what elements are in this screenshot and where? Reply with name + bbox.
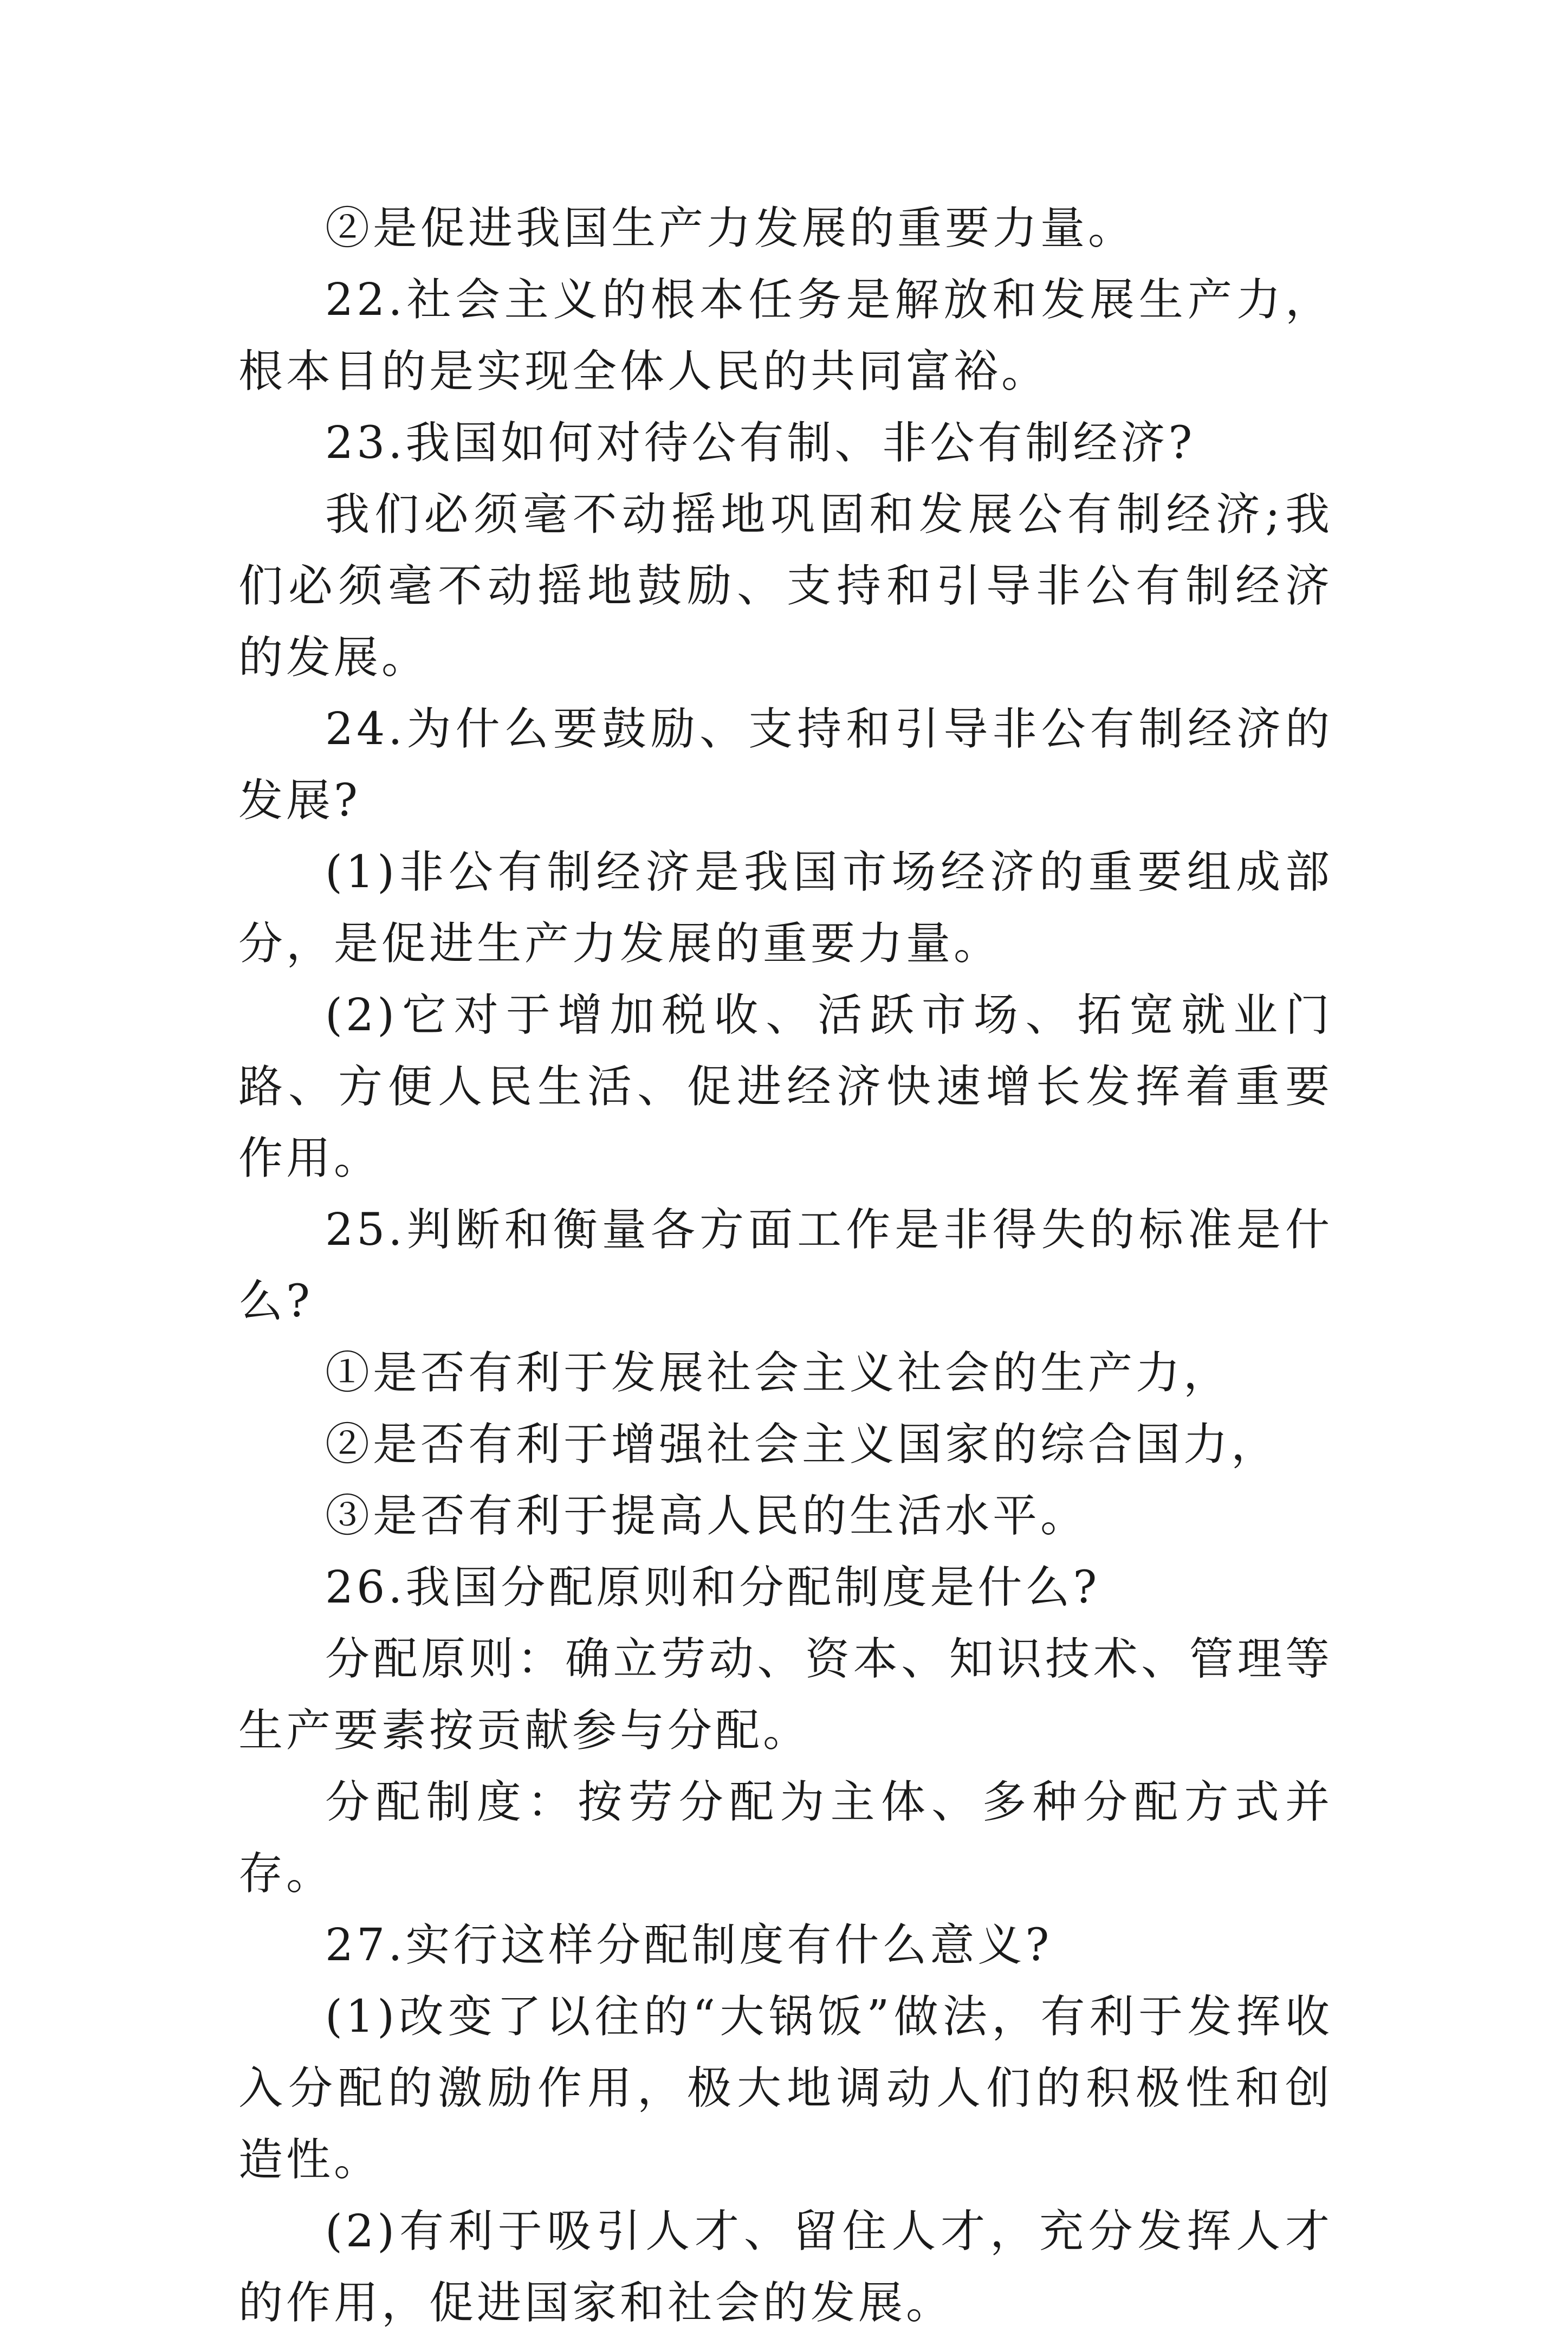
paragraph: 分配原则：确立劳动、资本、知识技术、管理等生产要素按贡献参与分配。 <box>238 1633 1333 1756</box>
paragraph: (1)改变了以往的“大锅饭”做法，有利于发挥收入分配的激励作用，极大地调动人们的积极性和创造性。 <box>238 1991 1333 2186</box>
paragraph: 我们必须毫不动摇地巩固和发展公有制经济;我们必须毫不动摇地鼓励、支持和引导非公有制经济的发展。 <box>238 489 1333 683</box>
paragraph: 26.我国分配原则和分配制度是什么? <box>325 1562 1100 1613</box>
paragraph: 22.社会主义的根本任务是解放和发展生产力，根本目的是实现全体人民的共同富裕。 <box>238 274 1333 397</box>
paragraph: 27.实行这样分配制度有什么意义? <box>325 1920 1053 1971</box>
paragraph: ②是促进我国生产力发展的重要力量。 <box>325 203 1136 254</box>
paragraph: ③是否有利于提高人民的生活水平。 <box>325 1490 1088 1542</box>
paragraph: (2)它对于增加税收、活跃市场、拓宽就业门路、方便人民生活、促进经济快速增长发挥着重要作用。 <box>238 990 1333 1184</box>
paragraph: 25.判断和衡量各方面工作是非得失的标准是什么? <box>238 1204 1333 1327</box>
paragraph: 23.我国如何对待公有制、非公有制经济? <box>325 417 1196 469</box>
document-body <box>238 193 1333 2339</box>
paragraph: 分配制度：按劳分配为主体、多种分配方式并存。 <box>238 1776 1333 1899</box>
paragraph: 24.为什么要鼓励、支持和引导非公有制经济的发展? <box>238 703 1333 826</box>
paragraph: ①是否有利于发展社会主义社会的生产力， <box>325 1347 1232 1399</box>
paragraph: (2)有利于吸引人才、留住人才，充分发挥人才的作用，促进国家和社会的发展。 <box>238 2206 1333 2329</box>
paragraph: (1)非公有制经济是我国市场经济的重要组成部分，是促进生产力发展的重要力量。 <box>238 847 1333 970</box>
paragraph: ②是否有利于增强社会主义国家的综合国力， <box>325 1419 1279 1470</box>
